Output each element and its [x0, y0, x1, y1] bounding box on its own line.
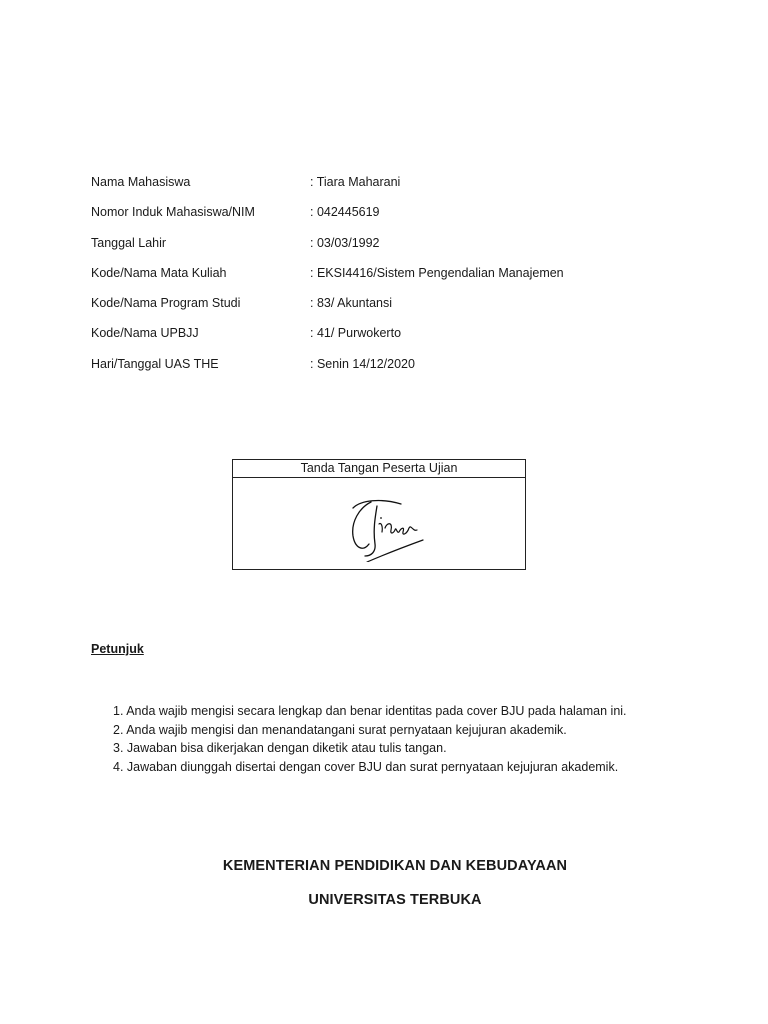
identity-label: Nomor Induk Mahasiswa/NIM: [91, 205, 255, 220]
instructions-title: Petunjuk: [91, 642, 144, 656]
identity-label: Kode/Nama Mata Kuliah: [91, 265, 227, 280]
instruction-item: 2. Anda wajib mengisi dan menandatangani surat pernyataan kejujuran akademik.: [113, 722, 567, 737]
instructions-list: [113, 702, 713, 777]
identity-row-name: [91, 173, 711, 203]
identity-value: : 83/ Akuntansi: [310, 296, 393, 311]
identity-row-exam-date: [91, 355, 711, 385]
identity-label: Tanggal Lahir: [91, 235, 167, 250]
identity-value: : 042445619: [310, 205, 380, 220]
signature-box: [232, 459, 526, 570]
identity-value: : 41/ Purwokerto: [310, 326, 402, 341]
university-heading: UNIVERSITAS TERBUKA: [308, 892, 482, 908]
instruction-item: 1. Anda wajib mengisi secara lengkap dan benar identitas pada cover BJU pada halaman ini.: [113, 704, 627, 718]
identity-value: : Senin 14/12/2020: [310, 356, 415, 371]
handwritten-signature: [341, 486, 427, 562]
identity-row-upbjj: [91, 324, 711, 354]
signature-box-title: Tanda Tangan Peserta Ujian: [233, 460, 525, 478]
identity-label: Kode/Nama UPBJJ: [91, 326, 199, 341]
identity-label: Nama Mahasiswa: [91, 175, 191, 189]
identity-row-course: [91, 264, 711, 294]
ministry-heading: KEMENTERIAN PENDIDIKAN DAN KEBUDAYAAN: [222, 858, 568, 874]
identity-row-nim: [91, 203, 711, 233]
identity-label: Hari/Tanggal UAS THE: [91, 356, 219, 371]
identity-row-program: [91, 294, 711, 324]
identity-value: : EKSI4416/Sistem Pengendalian Manajemen: [310, 265, 564, 280]
identity-value: : Tiara Maharani: [310, 175, 401, 189]
identity-row-birthdate: [91, 234, 711, 264]
instruction-item: 4. Jawaban diunggah disertai dengan cover BJU dan surat pernyataan kejujuran akademik.: [113, 760, 619, 775]
instruction-item: 3. Jawaban bisa dikerjakan dengan diketik atau tulis tangan.: [113, 741, 447, 756]
identity-value: : 03/03/1992: [310, 235, 380, 250]
signature-area: [233, 478, 525, 569]
identity-label: Kode/Nama Program Studi: [91, 296, 241, 311]
identity-table: [91, 173, 711, 385]
